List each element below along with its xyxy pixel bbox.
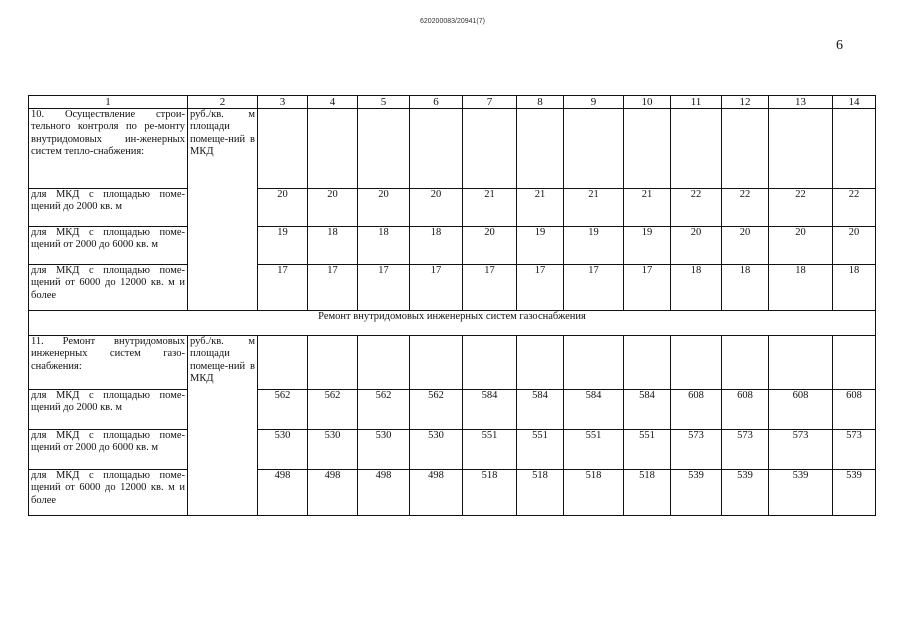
empty-cell (833, 109, 876, 189)
value-cell: 530 (258, 430, 308, 470)
column-header: 3 (258, 96, 308, 109)
value-cell: 18 (833, 265, 876, 311)
column-header: 11 (671, 96, 722, 109)
section-heading-row (29, 311, 876, 336)
value-cell: 18 (358, 227, 410, 265)
value-cell: 18 (671, 265, 722, 311)
column-header: 7 (463, 96, 517, 109)
empty-cell (722, 336, 769, 390)
value-cell: 539 (722, 470, 769, 516)
empty-cell (769, 109, 833, 189)
document-id: 620200083/20941(7) (419, 18, 485, 25)
value-cell: 608 (769, 390, 833, 430)
value-cell: 17 (517, 265, 564, 311)
value-cell: 19 (564, 227, 624, 265)
column-header: 6 (410, 96, 463, 109)
value-cell: 18 (722, 265, 769, 311)
empty-cell (624, 109, 671, 189)
column-header-row (29, 96, 876, 109)
value-cell: 573 (833, 430, 876, 470)
value-cell: 22 (833, 189, 876, 227)
value-cell: 530 (410, 430, 463, 470)
value-cell: 608 (833, 390, 876, 430)
column-header: 12 (722, 96, 769, 109)
value-cell: 551 (564, 430, 624, 470)
empty-cell (564, 336, 624, 390)
value-cell: 608 (671, 390, 722, 430)
category-row (29, 109, 876, 189)
value-cell: 573 (722, 430, 769, 470)
value-cell: 498 (258, 470, 308, 516)
value-cell: 17 (564, 265, 624, 311)
value-cell: 17 (624, 265, 671, 311)
value-cell: 584 (564, 390, 624, 430)
empty-cell (671, 109, 722, 189)
category-title: 10. Осуществление строи-тельного контроля по ре-монту внутридомовых ин-женерных систем тепло-снабжения: (29, 109, 188, 189)
table-row (29, 265, 876, 311)
value-cell: 562 (358, 390, 410, 430)
table-row (29, 430, 876, 470)
category-row (29, 336, 876, 390)
value-cell: 18 (308, 227, 358, 265)
table-row (29, 390, 876, 430)
empty-cell (358, 336, 410, 390)
value-cell: 20 (722, 227, 769, 265)
value-cell: 22 (769, 189, 833, 227)
value-cell: 19 (624, 227, 671, 265)
value-cell: 551 (624, 430, 671, 470)
value-cell: 584 (463, 390, 517, 430)
empty-cell (258, 109, 308, 189)
row-label: для МКД с площадью поме-щений до 2000 кв. м (29, 189, 188, 227)
value-cell: 498 (308, 470, 358, 516)
value-cell: 573 (671, 430, 722, 470)
value-cell: 562 (308, 390, 358, 430)
column-header: 9 (564, 96, 624, 109)
column-header: 2 (188, 96, 258, 109)
value-cell: 22 (722, 189, 769, 227)
row-label: для МКД с площадью поме-щений от 2000 до 6000 кв. м (29, 430, 188, 470)
value-cell: 17 (410, 265, 463, 311)
value-cell: 20 (671, 227, 722, 265)
value-cell: 518 (564, 470, 624, 516)
table-row (29, 470, 876, 516)
row-label: для МКД с площадью поме-щений от 6000 до 12000 кв. м и более (29, 470, 188, 516)
page-number: 6 (836, 38, 843, 53)
value-cell: 539 (671, 470, 722, 516)
value-cell: 539 (769, 470, 833, 516)
value-cell: 551 (463, 430, 517, 470)
empty-cell (463, 109, 517, 189)
table-row (29, 189, 876, 227)
empty-cell (624, 336, 671, 390)
empty-cell (410, 109, 463, 189)
value-cell: 20 (410, 189, 463, 227)
value-cell: 20 (358, 189, 410, 227)
empty-cell (564, 109, 624, 189)
empty-cell (308, 109, 358, 189)
value-cell: 539 (833, 470, 876, 516)
value-cell: 584 (624, 390, 671, 430)
value-cell: 17 (308, 265, 358, 311)
row-label: для МКД с площадью поме-щений от 2000 до 6000 кв. м (29, 227, 188, 265)
column-header: 5 (358, 96, 410, 109)
empty-cell (769, 336, 833, 390)
value-cell: 20 (258, 189, 308, 227)
value-cell: 518 (463, 470, 517, 516)
value-cell: 20 (833, 227, 876, 265)
empty-cell (258, 336, 308, 390)
value-cell: 19 (517, 227, 564, 265)
value-cell: 498 (410, 470, 463, 516)
section-heading: Ремонт внутридомовых инженерных систем газоснабжения (29, 311, 876, 336)
value-cell: 18 (410, 227, 463, 265)
empty-cell (671, 336, 722, 390)
column-header: 8 (517, 96, 564, 109)
value-cell: 21 (624, 189, 671, 227)
value-cell: 530 (358, 430, 410, 470)
value-cell: 22 (671, 189, 722, 227)
value-cell: 551 (517, 430, 564, 470)
value-cell: 584 (517, 390, 564, 430)
category-title: 11. Ремонт внутридомовых инженерных систем газо-снабжения: (29, 336, 188, 390)
table-row (29, 227, 876, 265)
column-header: 4 (308, 96, 358, 109)
empty-cell (308, 336, 358, 390)
value-cell: 562 (258, 390, 308, 430)
empty-cell (722, 109, 769, 189)
row-label: для МКД с площадью поме-щений от 6000 до 12000 кв. м и более (29, 265, 188, 311)
value-cell: 18 (769, 265, 833, 311)
empty-cell (410, 336, 463, 390)
value-cell: 19 (258, 227, 308, 265)
value-cell: 21 (463, 189, 517, 227)
empty-cell (517, 336, 564, 390)
value-cell: 17 (463, 265, 517, 311)
value-cell: 530 (308, 430, 358, 470)
empty-cell (358, 109, 410, 189)
value-cell: 17 (258, 265, 308, 311)
value-cell: 20 (308, 189, 358, 227)
column-header: 1 (29, 96, 188, 109)
value-cell: 498 (358, 470, 410, 516)
value-cell: 21 (517, 189, 564, 227)
tariff-table (28, 95, 876, 516)
value-cell: 518 (517, 470, 564, 516)
unit-cell: руб./кв. м площади помеще-ний в МКД (188, 336, 258, 516)
value-cell: 21 (564, 189, 624, 227)
value-cell: 17 (358, 265, 410, 311)
empty-cell (463, 336, 517, 390)
empty-cell (517, 109, 564, 189)
value-cell: 573 (769, 430, 833, 470)
column-header: 10 (624, 96, 671, 109)
row-label: для МКД с площадью поме-щений до 2000 кв. м (29, 390, 188, 430)
unit-cell: руб./кв. м площади помеще-ний в МКД (188, 109, 258, 311)
column-header: 13 (769, 96, 833, 109)
column-header: 14 (833, 96, 876, 109)
value-cell: 562 (410, 390, 463, 430)
value-cell: 20 (769, 227, 833, 265)
value-cell: 20 (463, 227, 517, 265)
value-cell: 518 (624, 470, 671, 516)
value-cell: 608 (722, 390, 769, 430)
empty-cell (833, 336, 876, 390)
